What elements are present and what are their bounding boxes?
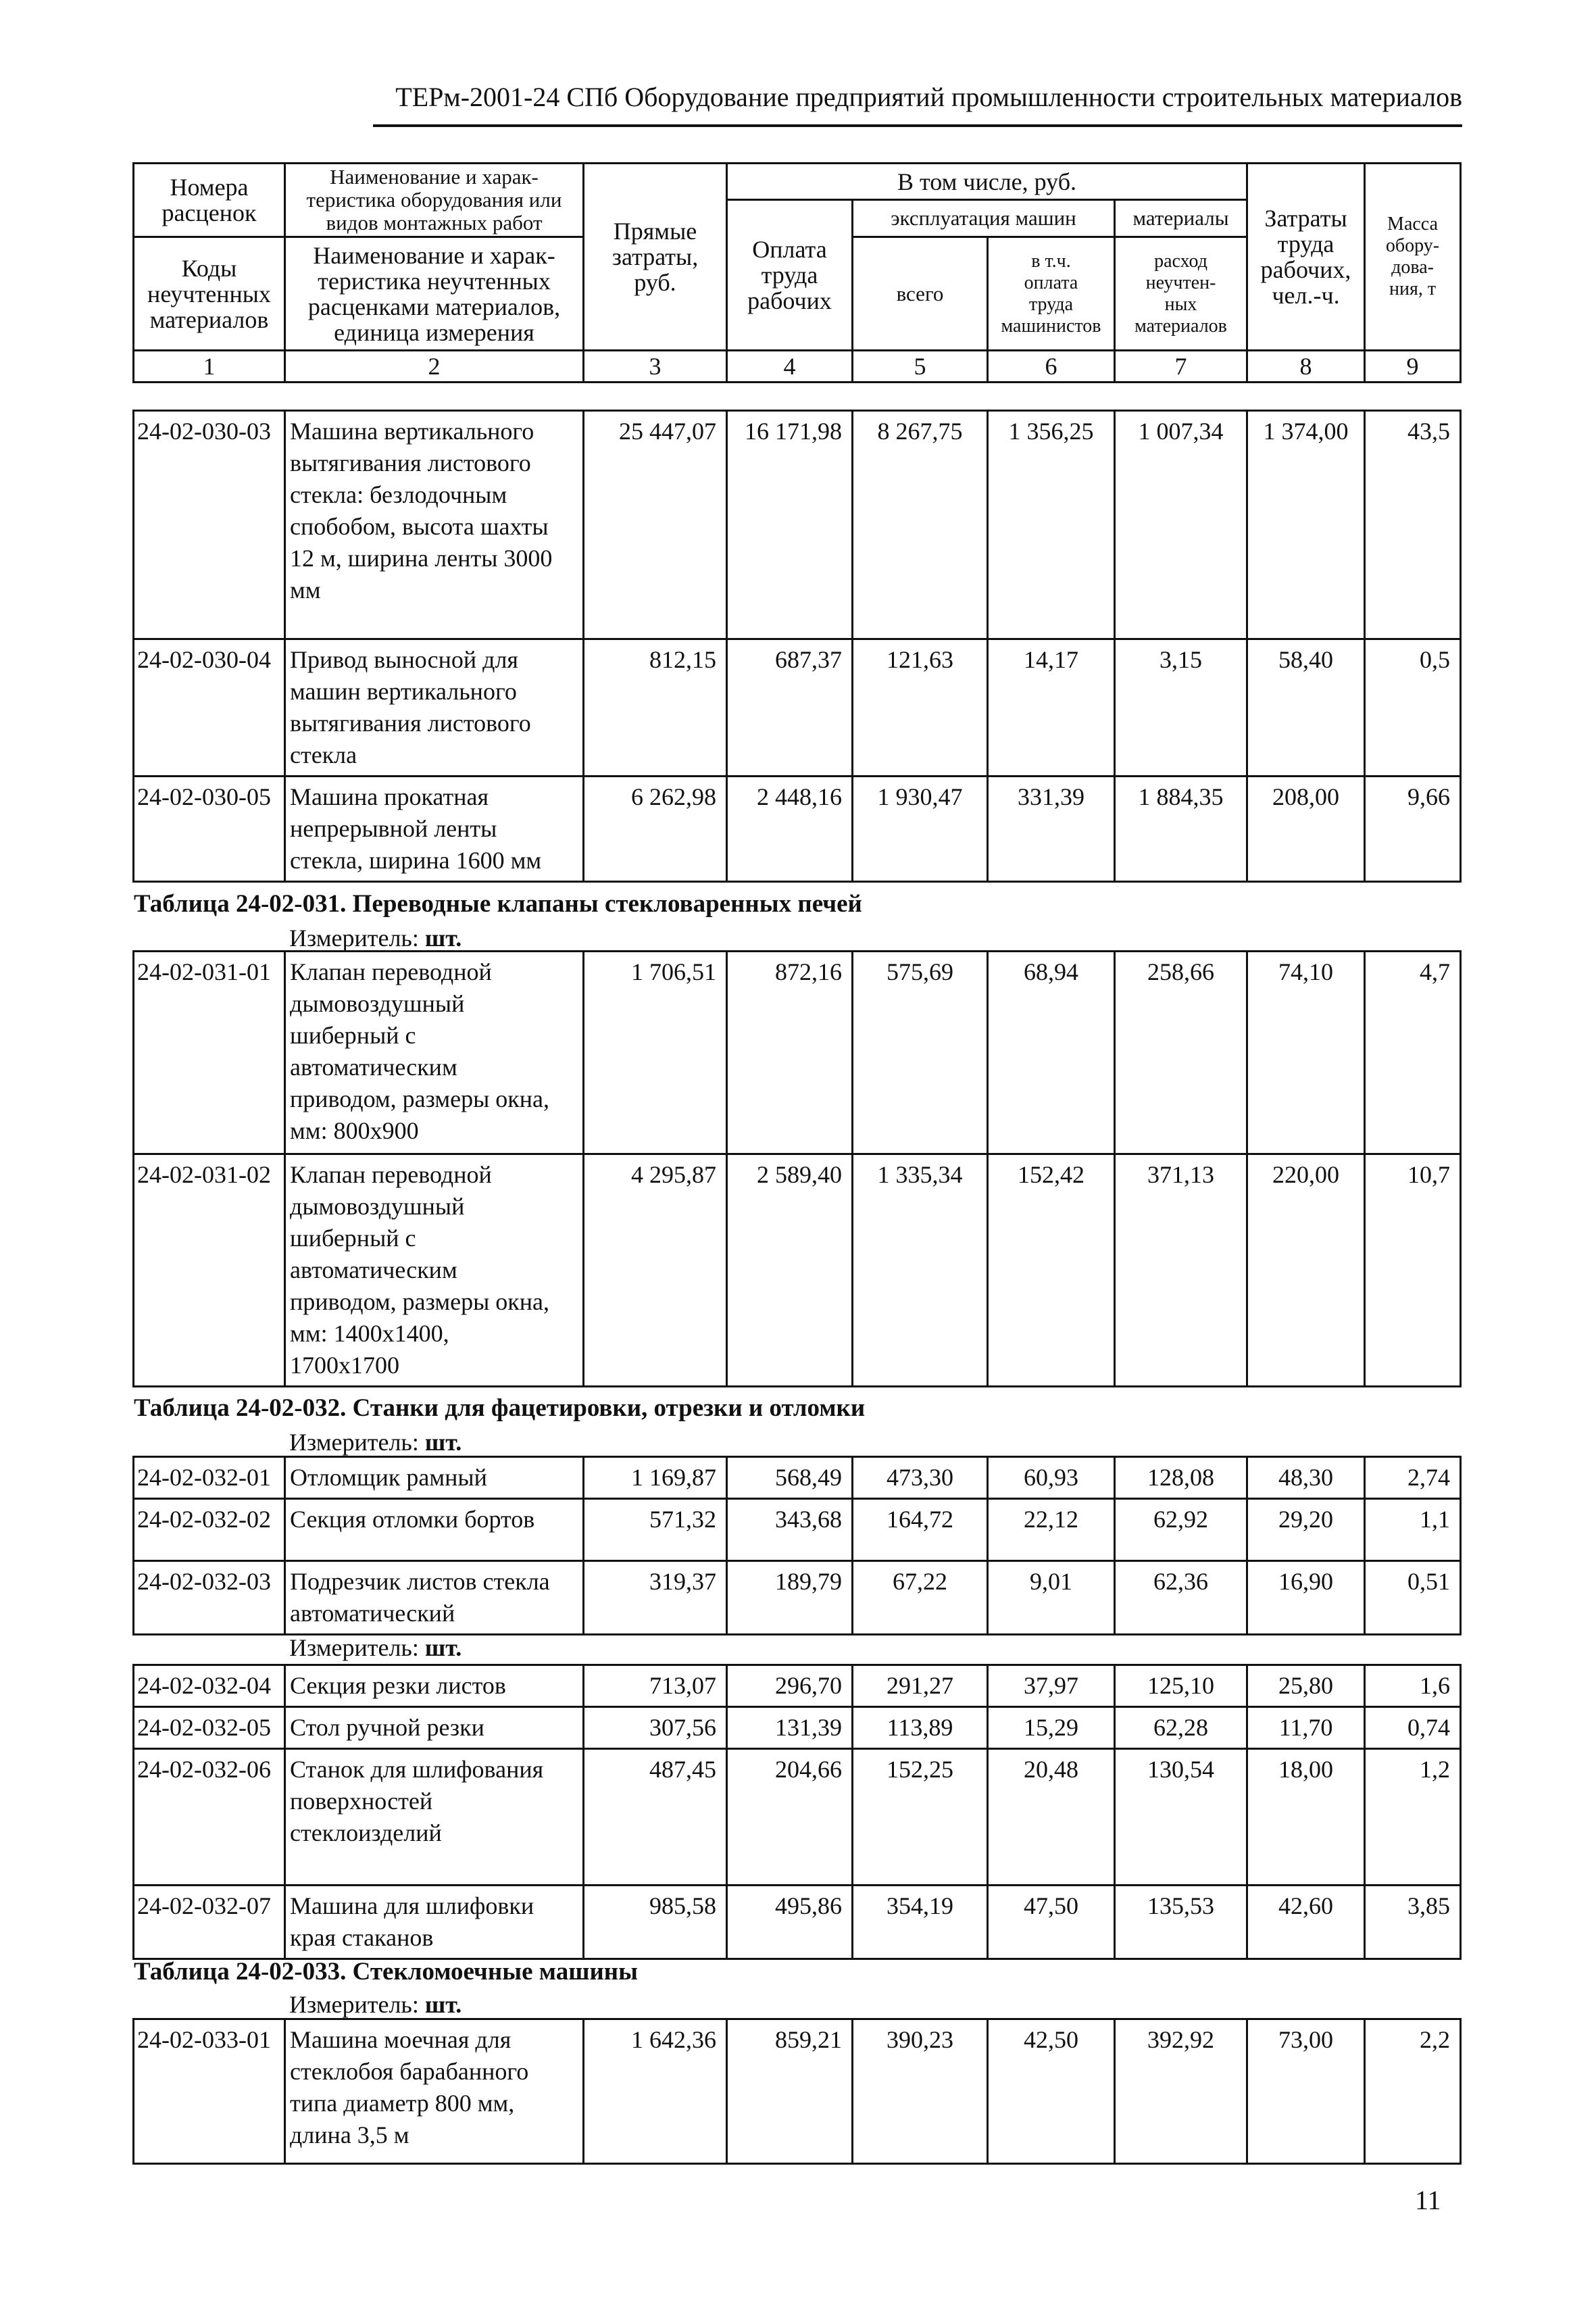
name-cell — [285, 1561, 584, 1635]
name-line: поверхностей — [290, 1788, 433, 1815]
col-number: 6 — [988, 351, 1115, 383]
machinist-labor-cell: 1 356,25 — [988, 411, 1115, 639]
table-caption-031: Таблица 24-02-031. Переводные клапаны стекловаренных печей — [134, 890, 862, 918]
machine-total-cell: 390,23 — [853, 2019, 988, 2164]
name-line: Отломщик рамный — [290, 1464, 487, 1491]
code-cell: 24-02-032-01 — [134, 1457, 285, 1499]
labor-hours-cell: 58,40 — [1247, 639, 1365, 777]
header-line: Коды — [181, 254, 237, 282]
header-line: труда — [761, 262, 818, 289]
mass-cell: 3,85 — [1365, 1886, 1461, 1959]
materials-cell: 130,54 — [1115, 1749, 1247, 1886]
header-line: труда — [1277, 230, 1335, 257]
name-line: непрерывной ленты — [290, 815, 497, 842]
mass-cell: 1,6 — [1365, 1665, 1461, 1707]
direct-cost-cell: 571,32 — [584, 1499, 727, 1561]
column-header-table — [132, 162, 1462, 383]
machine-total-cell: 1 930,47 — [853, 777, 988, 882]
header-line: расценками материалов, — [307, 293, 561, 320]
name-cell — [285, 1154, 584, 1387]
table-row — [134, 1499, 1461, 1561]
header-line: неучтен- — [1145, 272, 1216, 293]
machine-total-cell: 152,25 — [853, 1749, 988, 1886]
code-cell: 24-02-031-01 — [134, 952, 285, 1154]
mass-cell: 10,7 — [1365, 1154, 1461, 1387]
header-line: затраты, — [612, 243, 699, 270]
col-number: 4 — [727, 351, 853, 383]
table-24-02-031 — [132, 950, 1462, 1387]
group-header: В том числе, руб. — [727, 164, 1247, 200]
code-cell: 24-02-032-04 — [134, 1665, 285, 1707]
name-line: Станок для шлифования — [290, 1756, 544, 1783]
name-line: мм: 1400x1400, — [290, 1320, 449, 1347]
direct-cost-cell: 1 642,36 — [584, 2019, 727, 2164]
labor-hours-cell: 42,60 — [1247, 1886, 1365, 1959]
col-number: 8 — [1247, 351, 1365, 383]
labor-hours-cell: 220,00 — [1247, 1154, 1365, 1387]
labor-cost-cell: 296,70 — [727, 1665, 853, 1707]
header-line: единица измерения — [334, 318, 534, 346]
name-cell — [285, 1749, 584, 1886]
code-cell: 24-02-030-03 — [134, 411, 285, 639]
header-line: в т.ч. — [1031, 250, 1071, 272]
name-line: вытягивания листового — [290, 710, 531, 737]
labor-cost-cell: 131,39 — [727, 1707, 853, 1749]
table-24-02-030-rows — [132, 410, 1462, 883]
machine-total-cell: 575,69 — [853, 952, 988, 1154]
header-line: руб. — [634, 269, 676, 296]
labor-cost-cell: 343,68 — [727, 1499, 853, 1561]
measure-unit: шт. — [424, 1634, 462, 1661]
table-row — [134, 777, 1461, 882]
name-line: Машина для шлифовки — [290, 1892, 534, 1919]
labor-cost-cell: 495,86 — [727, 1886, 853, 1959]
name-line: Стол ручной резки — [290, 1714, 484, 1741]
table-row — [134, 1886, 1461, 1959]
labor-hours-cell: 16,90 — [1247, 1561, 1365, 1635]
name-cell — [285, 1457, 584, 1499]
name-line: Машина вертикального — [290, 418, 534, 445]
name-line: автоматическим — [290, 1054, 457, 1081]
table-row — [134, 1707, 1461, 1749]
name-line: стекла, ширина 1600 мм — [290, 847, 542, 874]
col1-header-bottom — [134, 237, 285, 351]
col9-header — [1365, 164, 1461, 351]
measure-label: Измеритель: — [289, 1634, 419, 1661]
measure-unit: шт. — [424, 1429, 462, 1456]
name-line: мм — [290, 576, 321, 604]
measure-label: Измеритель: — [289, 1991, 419, 2018]
code-cell: 24-02-030-04 — [134, 639, 285, 777]
table-row — [134, 411, 1461, 639]
table-row — [134, 952, 1461, 1154]
name-line: шиберный с — [290, 1225, 416, 1252]
materials-cell: 62,28 — [1115, 1707, 1247, 1749]
labor-cost-cell: 2 448,16 — [727, 777, 853, 882]
table-row — [134, 1154, 1461, 1387]
mass-cell: 1,2 — [1365, 1749, 1461, 1886]
name-line: Машина моечная для — [290, 2026, 512, 2053]
labor-cost-cell: 189,79 — [727, 1561, 853, 1635]
col2-header-top — [285, 164, 584, 237]
code-cell: 24-02-032-06 — [134, 1749, 285, 1886]
direct-cost-cell: 1 706,51 — [584, 952, 727, 1154]
machinist-labor-cell: 22,12 — [988, 1499, 1115, 1561]
direct-cost-cell: 713,07 — [584, 1665, 727, 1707]
header-line: Наименование и харак- — [313, 241, 555, 269]
header-line: материалов — [1134, 315, 1227, 337]
direct-cost-cell: 319,37 — [584, 1561, 727, 1635]
labor-cost-cell: 568,49 — [727, 1457, 853, 1499]
header-line: обору- — [1385, 235, 1440, 256]
header-line: ния, т — [1389, 278, 1437, 299]
header-line: оплата — [1024, 272, 1078, 293]
table-row — [134, 1561, 1461, 1635]
col2-header-bottom — [285, 237, 584, 351]
table-caption-033: Таблица 24-02-033. Стекломоечные машины — [134, 1958, 638, 1986]
table-24-02-032-part1 — [132, 1456, 1462, 1635]
machine-total-cell: 67,22 — [853, 1561, 988, 1635]
header-line: видов монтажных работ — [326, 211, 543, 235]
direct-cost-cell: 487,45 — [584, 1749, 727, 1886]
machines-header: эксплуатация машин — [853, 200, 1115, 237]
name-line: стекла — [290, 741, 357, 768]
mass-cell: 1,1 — [1365, 1499, 1461, 1561]
name-line: типа диаметр 800 мм, — [290, 2090, 515, 2117]
header-line: Номера — [170, 174, 249, 201]
materials-cell: 128,08 — [1115, 1457, 1247, 1499]
header-line: дова- — [1391, 257, 1434, 278]
direct-cost-cell: 25 447,07 — [584, 411, 727, 639]
labor-hours-cell: 11,70 — [1247, 1707, 1365, 1749]
mass-cell: 2,74 — [1365, 1457, 1461, 1499]
mass-cell: 2,2 — [1365, 2019, 1461, 2164]
header-line: расход — [1154, 250, 1207, 272]
direct-cost-cell: 4 295,87 — [584, 1154, 727, 1387]
name-line: шиберный с — [290, 1022, 416, 1049]
name-line: вытягивания листового — [290, 449, 531, 476]
mass-cell: 0,51 — [1365, 1561, 1461, 1635]
table-24-02-032-part2 — [132, 1664, 1462, 1960]
name-line: Клапан переводной — [290, 958, 492, 985]
measure-unit: шт. — [424, 925, 462, 952]
name-cell — [285, 952, 584, 1154]
labor-hours-cell: 25,80 — [1247, 1665, 1365, 1707]
header-line: Прямые — [613, 218, 697, 245]
page-header-title: ТЕРм-2001-24 СПб Оборудование предприятий промышленности строительных материалов — [395, 82, 1462, 112]
machinist-labor-cell: 37,97 — [988, 1665, 1115, 1707]
name-line: мм: 800x900 — [290, 1117, 419, 1144]
header-line: рабочих, — [1260, 256, 1351, 283]
name-cell — [285, 1499, 584, 1561]
measure-033 — [289, 1990, 462, 2019]
code-cell: 24-02-032-05 — [134, 1707, 285, 1749]
materials-cell: 3,15 — [1115, 639, 1247, 777]
machinist-labor-cell: 20,48 — [988, 1749, 1115, 1886]
machine-total-cell: 164,72 — [853, 1499, 988, 1561]
materials-cell: 371,13 — [1115, 1154, 1247, 1387]
header-line: рабочих — [747, 287, 832, 314]
code-cell: 24-02-030-05 — [134, 777, 285, 882]
direct-cost-cell: 6 262,98 — [584, 777, 727, 882]
machinist-labor-cell: 15,29 — [988, 1707, 1115, 1749]
machine-total-cell: 121,63 — [853, 639, 988, 777]
labor-hours-cell: 208,00 — [1247, 777, 1365, 882]
header-line: труда — [1028, 293, 1074, 315]
machinist-labor-cell: 331,39 — [988, 777, 1115, 882]
labor-cost-cell: 859,21 — [727, 2019, 853, 2164]
machine-total-cell: 473,30 — [853, 1457, 988, 1499]
materials-header: материалы — [1115, 200, 1247, 237]
labor-hours-cell: 48,30 — [1247, 1457, 1365, 1499]
labor-hours-cell: 1 374,00 — [1247, 411, 1365, 639]
code-cell: 24-02-032-03 — [134, 1561, 285, 1635]
name-line: края стаканов — [290, 1924, 434, 1951]
mass-cell: 9,66 — [1365, 777, 1461, 882]
code-cell: 24-02-031-02 — [134, 1154, 285, 1387]
table-row — [134, 1749, 1461, 1886]
col-number: 7 — [1115, 351, 1247, 383]
labor-cost-cell: 687,37 — [727, 639, 853, 777]
labor-hours-cell: 73,00 — [1247, 2019, 1365, 2164]
name-line: 12 м, ширина ленты 3000 — [290, 545, 553, 572]
name-cell — [285, 2019, 584, 2164]
name-line: стекла: безлодочным — [290, 481, 507, 508]
code-cell: 24-02-033-01 — [134, 2019, 285, 2164]
name-line: дымовоздушный — [290, 1193, 465, 1220]
labor-hours-cell: 74,10 — [1247, 952, 1365, 1154]
col-number: 9 — [1365, 351, 1461, 383]
machine-total-cell: 291,27 — [853, 1665, 988, 1707]
header-line: неучтенных — [147, 280, 271, 307]
labor-cost-cell: 872,16 — [727, 952, 853, 1154]
machinist-labor-cell: 68,94 — [988, 952, 1115, 1154]
labor-hours-cell: 29,20 — [1247, 1499, 1365, 1561]
col-number: 5 — [853, 351, 988, 383]
labor-cost-cell: 2 589,40 — [727, 1154, 853, 1387]
name-line: Привод выносной для — [290, 646, 518, 673]
header-divider — [373, 124, 1462, 127]
header-line: Масса — [1387, 214, 1438, 235]
table-row — [134, 1665, 1461, 1707]
name-cell — [285, 777, 584, 882]
name-cell — [285, 1665, 584, 1707]
name-line: стеклобоя барабанного — [290, 2058, 529, 2085]
header-line: Наименование и харак- — [330, 165, 539, 189]
direct-cost-cell: 1 169,87 — [584, 1457, 727, 1499]
measure-032-second — [289, 1633, 462, 1663]
col-number: 3 — [584, 351, 727, 383]
materials-cell: 62,92 — [1115, 1499, 1247, 1561]
header-line: ных — [1164, 293, 1197, 315]
name-line: приводом, размеры окна, — [290, 1085, 550, 1112]
col4-header — [727, 200, 853, 351]
header-line: чел.-ч. — [1272, 282, 1340, 309]
labor-cost-cell: 204,66 — [727, 1749, 853, 1886]
col1-header-top — [134, 164, 285, 237]
header-line: Затраты — [1264, 205, 1347, 232]
col-number: 1 — [134, 351, 285, 383]
labor-cost-cell: 16 171,98 — [727, 411, 853, 639]
name-line: Клапан переводной — [290, 1161, 492, 1188]
name-cell — [285, 411, 584, 639]
mass-cell: 0,5 — [1365, 639, 1461, 777]
code-cell: 24-02-032-07 — [134, 1886, 285, 1959]
materials-cell: 1 007,34 — [1115, 411, 1247, 639]
header-line: теристика оборудования или — [306, 188, 562, 212]
name-line: Секция резки листов — [290, 1672, 506, 1699]
col5-header: всего — [853, 237, 988, 351]
machinist-labor-cell: 47,50 — [988, 1886, 1115, 1959]
materials-cell: 392,92 — [1115, 2019, 1247, 2164]
name-line: стеклоизделий — [290, 1819, 442, 1846]
name-line: Машина прокатная — [290, 783, 489, 810]
name-line: машин вертикального — [290, 678, 517, 705]
mass-cell: 4,7 — [1365, 952, 1461, 1154]
labor-hours-cell: 18,00 — [1247, 1749, 1365, 1886]
machine-total-cell: 113,89 — [853, 1707, 988, 1749]
machinist-labor-cell: 9,01 — [988, 1561, 1115, 1635]
name-line: автоматический — [290, 1600, 455, 1627]
machinist-labor-cell: 42,50 — [988, 2019, 1115, 2164]
machine-total-cell: 354,19 — [853, 1886, 988, 1959]
header-line: Оплата — [752, 236, 827, 263]
header-line: материалов — [149, 305, 269, 333]
machinist-labor-cell: 14,17 — [988, 639, 1115, 777]
machinist-labor-cell: 60,93 — [988, 1457, 1115, 1499]
code-cell: 24-02-032-02 — [134, 1499, 285, 1561]
measure-032 — [289, 1427, 462, 1457]
col8-header — [1247, 164, 1365, 351]
table-row — [134, 639, 1461, 777]
col3-header — [584, 164, 727, 351]
measure-unit: шт. — [424, 1991, 462, 2018]
name-line: длина 3,5 м — [290, 2121, 409, 2148]
table-row — [134, 1457, 1461, 1499]
table-row — [134, 2019, 1461, 2164]
name-cell — [285, 1886, 584, 1959]
header-line: расценок — [161, 199, 257, 226]
name-line: Подрезчик листов стекла — [290, 1568, 550, 1595]
name-line: автоматическим — [290, 1256, 457, 1283]
mass-cell: 0,74 — [1365, 1707, 1461, 1749]
direct-cost-cell: 985,58 — [584, 1886, 727, 1959]
header-line: машинистов — [1001, 315, 1101, 337]
name-cell — [285, 639, 584, 777]
materials-cell: 258,66 — [1115, 952, 1247, 1154]
col6-header — [988, 237, 1115, 351]
machine-total-cell: 8 267,75 — [853, 411, 988, 639]
measure-label: Измеритель: — [289, 1429, 419, 1456]
mass-cell: 43,5 — [1365, 411, 1461, 639]
header-line: теристика неучтенных — [318, 267, 551, 295]
name-line: дымовоздушный — [290, 990, 465, 1017]
materials-cell: 1 884,35 — [1115, 777, 1247, 882]
col7-header — [1115, 237, 1247, 351]
col-number: 2 — [285, 351, 584, 383]
name-line: приводом, размеры окна, — [290, 1288, 550, 1315]
name-cell — [285, 1707, 584, 1749]
name-line: спобобом, высота шахты — [290, 513, 549, 540]
materials-cell: 125,10 — [1115, 1665, 1247, 1707]
page-number: 11 — [1415, 2185, 1441, 2215]
name-line: 1700x1700 — [290, 1352, 399, 1379]
materials-cell: 62,36 — [1115, 1561, 1247, 1635]
measure-031 — [289, 923, 462, 953]
table-caption-032: Таблица 24-02-032. Станки для фацетировки, отрезки и отломки — [134, 1394, 866, 1422]
direct-cost-cell: 812,15 — [584, 639, 727, 777]
name-line: Секция отломки бортов — [290, 1506, 535, 1533]
machinist-labor-cell: 152,42 — [988, 1154, 1115, 1387]
table-24-02-033 — [132, 2018, 1462, 2165]
measure-label: Измеритель: — [289, 925, 419, 952]
machine-total-cell: 1 335,34 — [853, 1154, 988, 1387]
direct-cost-cell: 307,56 — [584, 1707, 727, 1749]
materials-cell: 135,53 — [1115, 1886, 1247, 1959]
